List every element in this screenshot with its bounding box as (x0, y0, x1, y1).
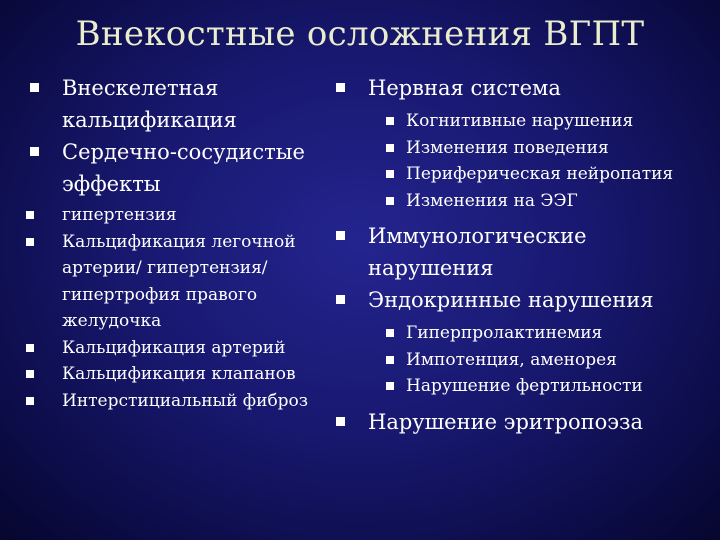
sublist-item-text: Кальцификация легочной артерии/ гипертензия/ гипертрофия правого желудочка (62, 231, 296, 331)
square-bullet-icon (336, 295, 345, 304)
square-bullet-icon (26, 397, 34, 405)
square-bullet-icon (386, 197, 394, 205)
cardiovascular-sublist (28, 202, 328, 414)
square-bullet-icon (336, 83, 345, 92)
sublist-item (368, 161, 714, 188)
sublist-item (368, 188, 714, 215)
sublist-item-text: Кальцификация артерий (62, 337, 286, 358)
list-item-text: Сердечно-сосудистые эффекты (62, 140, 305, 196)
sublist-item-text: Изменения поведения (406, 137, 609, 158)
right-column (334, 72, 714, 438)
square-bullet-icon (26, 238, 34, 246)
left-bullet-list (28, 72, 328, 200)
sublist-item-text: Периферическая нейропатия (406, 164, 674, 184)
square-bullet-icon (386, 144, 394, 152)
sublist-item-text: гипертензия (62, 205, 177, 225)
left-column (28, 72, 328, 418)
list-item-text: Внескелетная кальцификация (62, 76, 237, 132)
square-bullet-icon (26, 344, 34, 352)
square-bullet-icon (386, 382, 394, 390)
sublist-item (368, 320, 714, 347)
sublist-item (0, 202, 328, 229)
slide-title: Внекостные осложнения ВГПТ (75, 14, 645, 54)
list-item-text: Эндокринные нарушения (368, 288, 654, 312)
nervous-sublist (368, 108, 714, 214)
endocrine-sublist (368, 320, 714, 400)
list-item-cardiovascular-effects (28, 136, 328, 200)
list-item-text: Нарушение эритропоэза (368, 409, 643, 434)
square-bullet-icon (386, 170, 394, 178)
sublist-item-text: Нарушение фертильности (406, 376, 643, 396)
list-item-nervous-system (334, 72, 714, 104)
sublist-item-text: Кальцификация клапанов (62, 364, 296, 384)
square-bullet-icon (386, 356, 394, 364)
sublist-item (0, 335, 328, 362)
sublist-item (368, 135, 714, 162)
sublist-item-text: Гиперпролактинемия (406, 323, 603, 343)
sublist-item-text: Изменения на ЭЭГ (406, 190, 578, 211)
square-bullet-icon (30, 147, 39, 156)
sublist-item (368, 373, 714, 400)
list-item-immune-disorders (334, 220, 714, 284)
sublist-item-text: Интерстициальный фиброз (62, 390, 309, 411)
right-bullet-list (334, 72, 714, 104)
sublist-item (368, 347, 714, 374)
right-bullet-list-2 (334, 220, 714, 316)
square-bullet-icon (336, 417, 345, 426)
list-item-text: Нервная система (368, 76, 561, 100)
sublist-item-text: Импотенция, аменорея (406, 349, 617, 370)
sublist-item (0, 388, 328, 415)
sublist-item (368, 108, 714, 135)
square-bullet-icon (26, 211, 34, 219)
square-bullet-icon (386, 329, 394, 337)
square-bullet-icon (26, 370, 34, 378)
square-bullet-icon (336, 231, 345, 240)
sublist-item (0, 361, 328, 388)
square-bullet-icon (386, 117, 394, 125)
right-bullet-list-3 (334, 406, 714, 438)
sublist-item-text: Когнитивные нарушения (406, 111, 634, 131)
list-item-extraskeletal-calcification (28, 72, 328, 136)
list-item-erythropoiesis (334, 406, 714, 438)
list-item-endocrine-disorders (334, 284, 714, 316)
sublist-item (0, 229, 328, 335)
square-bullet-icon (30, 83, 39, 92)
list-item-text: Иммунологические нарушения (368, 224, 587, 280)
